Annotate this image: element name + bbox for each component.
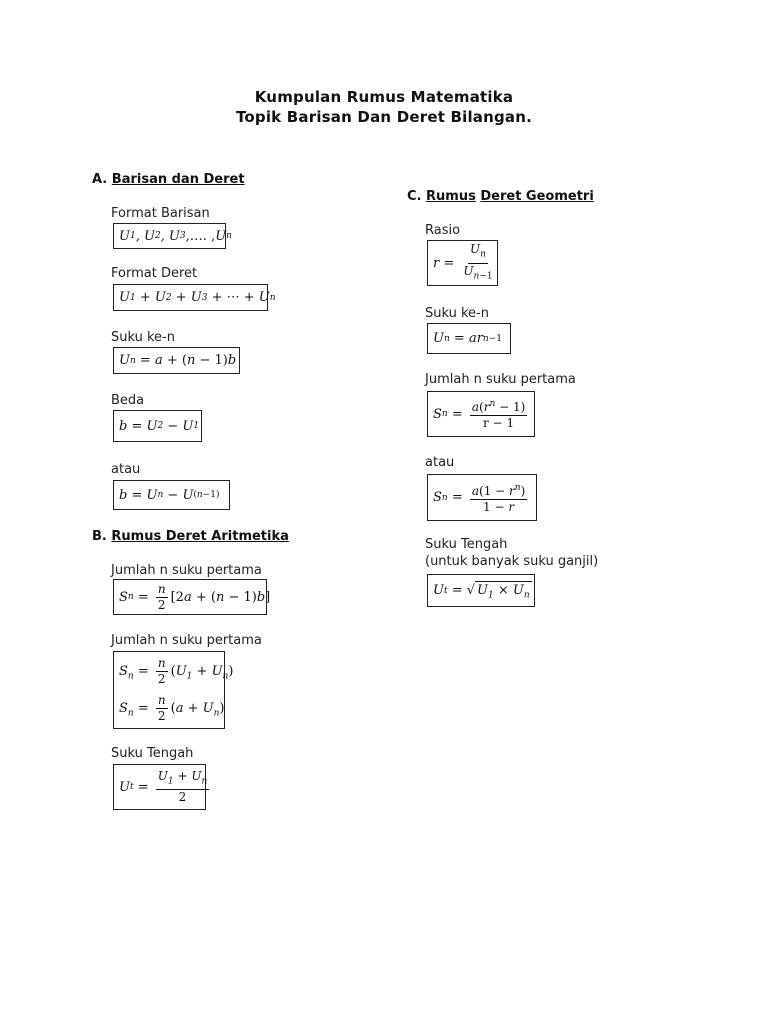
formula-beda-alt: b = U n − U (n−1) (113, 480, 230, 510)
label-suku-ke-n-a: Suku ke-n (111, 330, 175, 345)
formula-sn-a-un: $S_n$ = $\frac{n}{2}$ $(a + U_n)$ (119, 693, 225, 723)
label-untuk-ganjil: (untuk banyak suku ganjil) (425, 554, 599, 569)
label-format-barisan: Format Barisan (111, 206, 210, 221)
label-rasio: Rasio (425, 223, 461, 238)
section-c-word1: Rumus (426, 189, 476, 204)
formula-suku-ke-n-geometri: U n = ar n−1 (427, 323, 511, 354)
formula-format-deret: U 1 + U 2 + U 3 + ⋯ + U n (113, 284, 268, 311)
label-atau-c: atau (425, 455, 455, 470)
section-a-letter: A. (92, 172, 108, 187)
formula-format-barisan: U 1 , U 2 , U 3 , …. , U n (113, 223, 226, 249)
formula-rasio: r = $\frac{U_n}{U_{n-1}}$ (427, 240, 498, 286)
label-jumlah-n-2: Jumlah n suku pertama (111, 633, 262, 648)
section-c-letter: C. (407, 189, 422, 204)
section-a-heading (92, 172, 245, 187)
label-suku-tengah-c: Suku Tengah (425, 537, 508, 552)
section-b-letter: B. (92, 529, 107, 544)
label-suku-tengah-b: Suku Tengah (111, 746, 194, 761)
label-jumlah-n-c: Jumlah n suku pertama (425, 372, 576, 387)
label-beda: Beda (111, 393, 145, 408)
formula-jumlah-geometri-1: S n = $\frac{a(r^n - 1)}{r - 1}$ (427, 391, 535, 437)
label-suku-ke-n-c: Suku ke-n (425, 306, 489, 321)
section-a-title: Barisan dan Deret (111, 172, 245, 187)
formula-jumlah-geometri-2: S n = $\frac{a(1 - r^n)}{1 - r}$ (427, 474, 537, 521)
document-subtitle: Topik Barisan Dan Deret Bilangan. (235, 108, 533, 126)
formula-suku-tengah-geometri: U t = √ $U_1 \times U_n$ (427, 574, 535, 607)
formula-beda: b = U 2 − U 1 (113, 410, 202, 442)
formula-jumlah-aritmetika-2 (113, 651, 234, 729)
document-title: Kumpulan Rumus Matematika (254, 88, 514, 106)
label-jumlah-n-1: Jumlah n suku pertama (111, 563, 262, 578)
formula-jumlah-aritmetika-1: S n = $\frac{n}{2}$ [2 a + ( n − 1) b ] (113, 579, 267, 615)
label-atau-a: atau (111, 462, 141, 477)
section-c-word2: Deret Geometri (480, 189, 594, 204)
section-b-heading (92, 529, 289, 544)
section-b-title: Rumus Deret Aritmetika (111, 529, 289, 544)
section-c-heading (407, 189, 594, 204)
label-format-deret: Format Deret (111, 266, 198, 281)
formula-suku-tengah-aritmetika: U t = $\frac{U_1 + U_n}{2}$ (113, 764, 206, 810)
formula-suku-ke-n-aritmetika: U n = a + ( n − 1) b (113, 347, 240, 374)
formula-sn-u1-un: $S_n$ = $\frac{n}{2}$ $(U_1 + U_n)$ (119, 656, 234, 686)
